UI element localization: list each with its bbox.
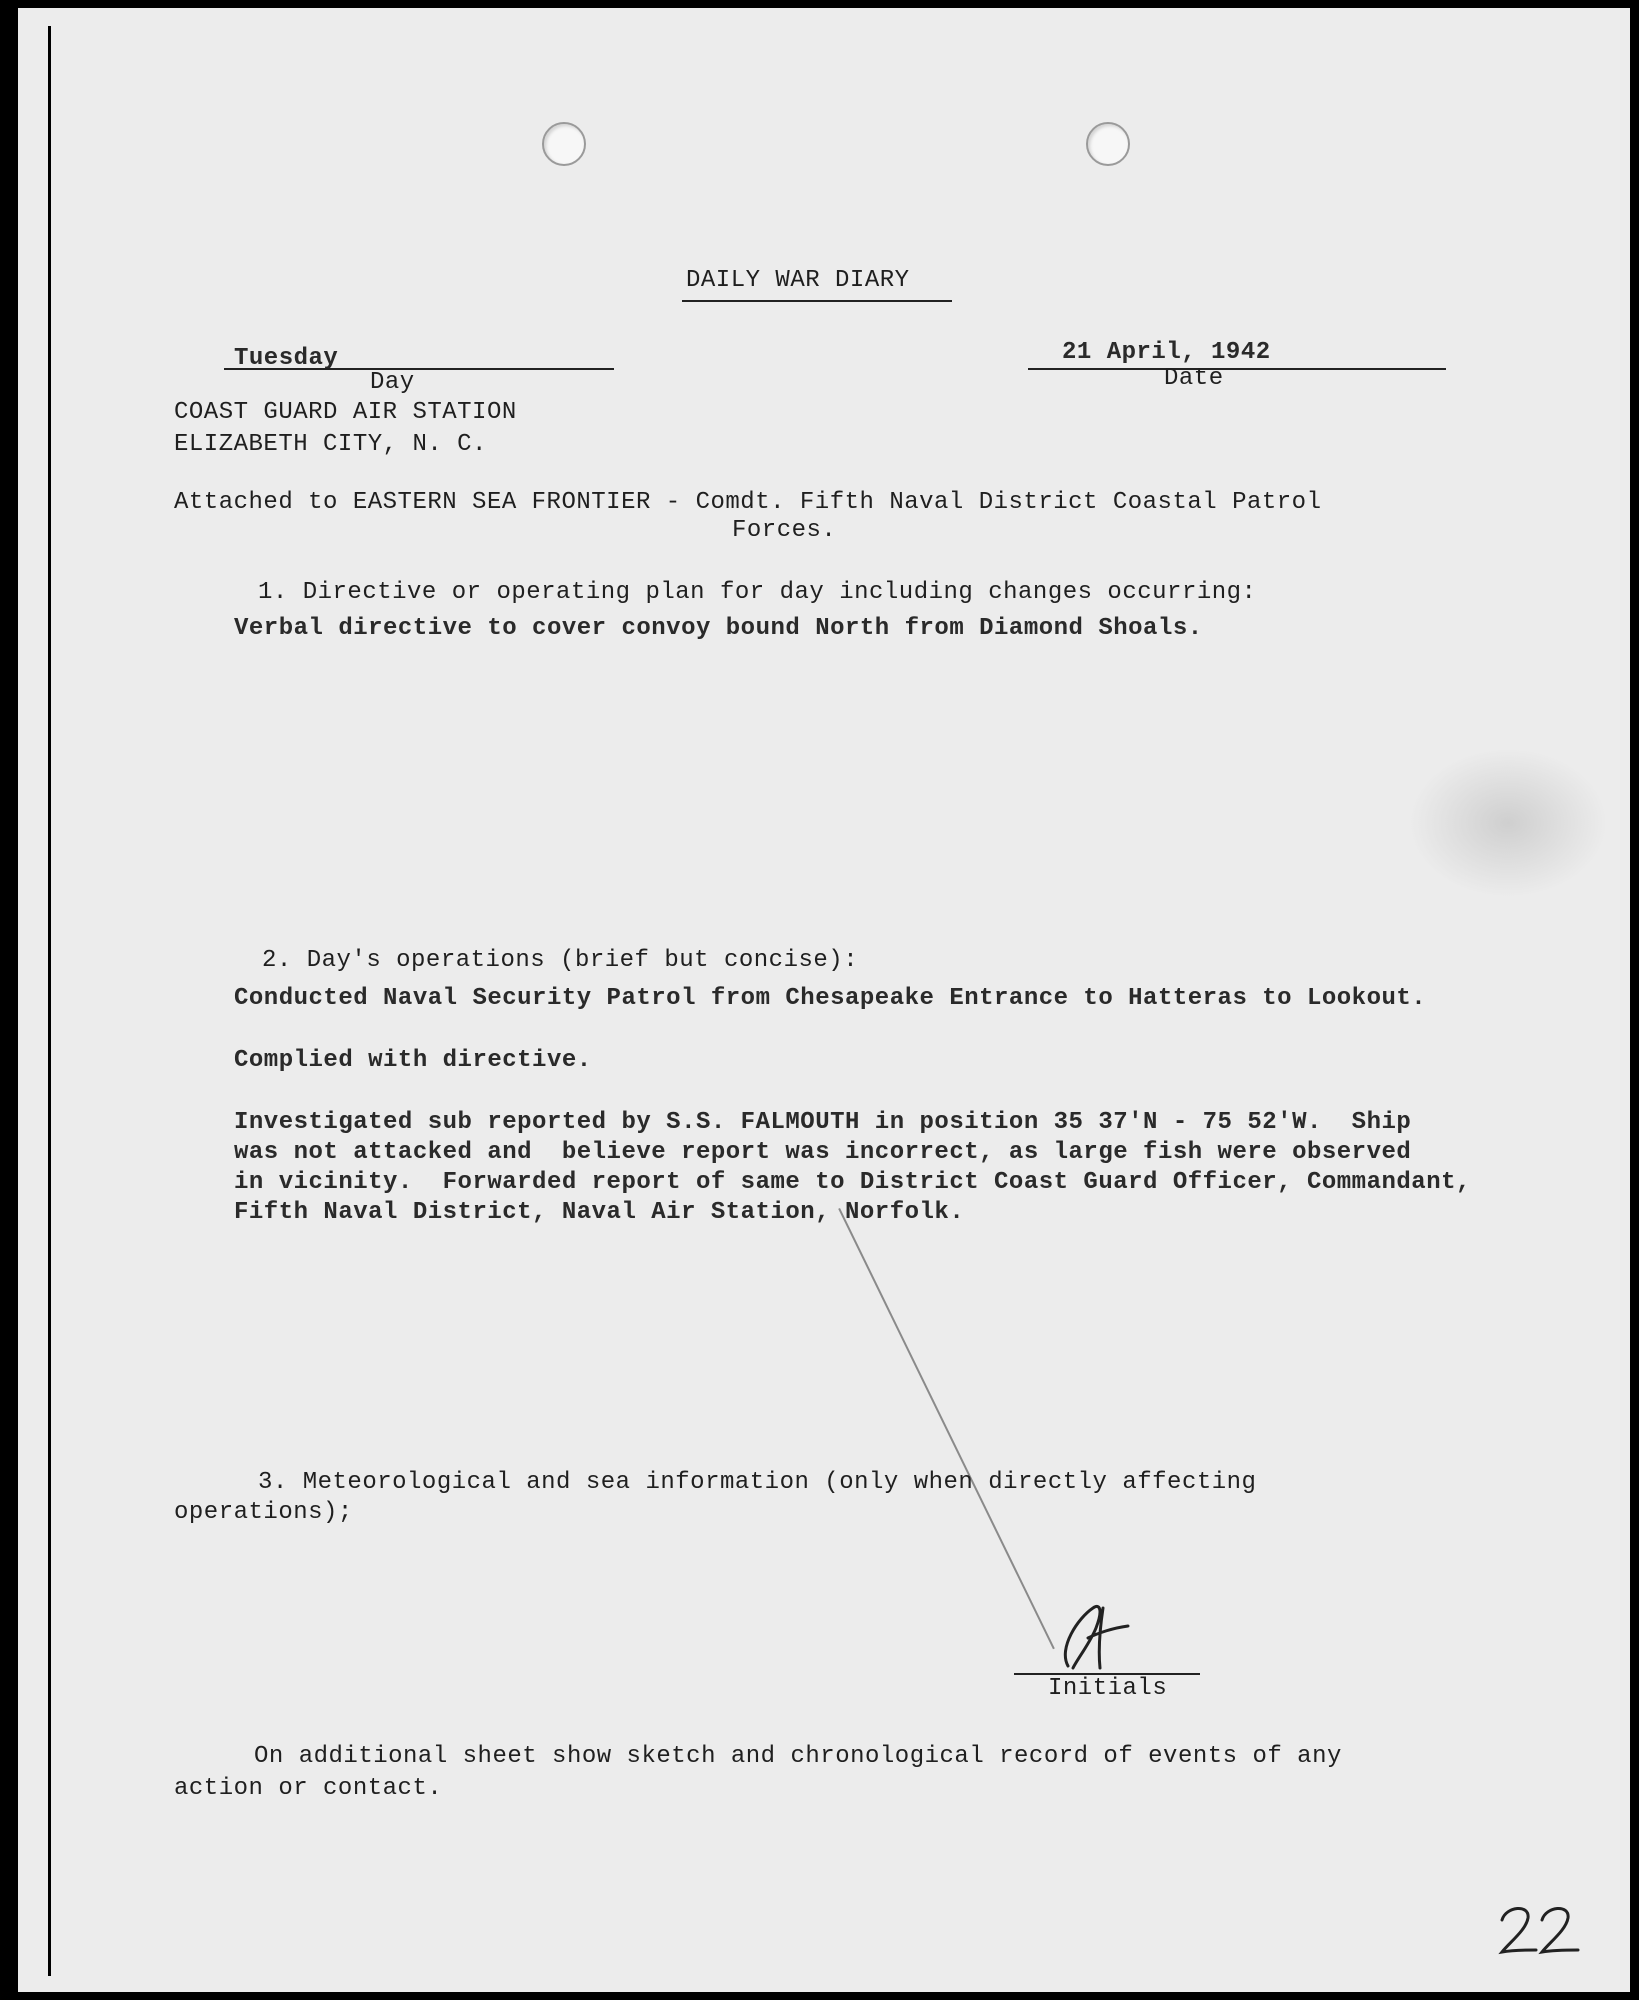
- day-rule: [224, 368, 614, 370]
- section-3-heading-line-1: 3. Meteorological and sea information (only when directly affecting: [258, 1469, 1257, 1496]
- section-2-line-5: in vicinity. Forwarded report of same to District Coast Guard Officer, Commandant,: [234, 1169, 1471, 1196]
- pencil-stroke: [838, 1208, 1055, 1649]
- attached-line-2: Forces.: [732, 517, 837, 544]
- station-name: COAST GUARD AIR STATION: [174, 399, 517, 426]
- date-value: 21 April, 1942: [1062, 339, 1271, 366]
- section-2-line-3: Investigated sub reported by S.S. FALMOUTH in position 35 37'N - 75 52'W. Ship: [234, 1109, 1412, 1136]
- document-page: [18, 8, 1630, 1992]
- handwritten-initials-signature: [1048, 1598, 1138, 1678]
- section-2-line-2: Complied with directive.: [234, 1047, 592, 1074]
- footer-note-line-2: action or contact.: [174, 1775, 443, 1802]
- section-2-line-6: Fifth Naval District, Naval Air Station, Norfolk.: [234, 1199, 965, 1226]
- section-2-heading: 2. Day's operations (brief but concise):: [262, 947, 859, 974]
- section-1-body: Verbal directive to cover convoy bound North from Diamond Shoals.: [234, 615, 1203, 642]
- section-3-heading-line-2: operations);: [174, 1499, 353, 1526]
- punch-hole-right: [1086, 122, 1130, 166]
- footer-note-line-1: On additional sheet show sketch and chronological record of events of any: [254, 1743, 1342, 1770]
- handwritten-page-number: [1496, 1898, 1586, 1958]
- document-title: DAILY WAR DIARY: [686, 267, 910, 294]
- station-location: ELIZABETH CITY, N. C.: [174, 431, 487, 458]
- section-2-line-4: was not attacked and believe report was incorrect, as large fish were observed: [234, 1139, 1412, 1166]
- date-rule: [1028, 368, 1446, 370]
- section-2-line-1: Conducted Naval Security Patrol from Chesapeake Entrance to Hatteras to Lookout.: [234, 985, 1427, 1012]
- day-value: Tuesday: [234, 345, 339, 372]
- day-label: Day: [370, 369, 415, 396]
- initials-label: Initials: [1048, 1675, 1168, 1702]
- punch-hole-left: [542, 122, 586, 166]
- page-edge: [48, 26, 54, 1976]
- date-label: Date: [1164, 365, 1224, 392]
- smudge-mark: [1408, 748, 1608, 898]
- title-underline: [682, 300, 952, 302]
- attached-line-1: Attached to EASTERN SEA FRONTIER - Comdt. Fifth Naval District Coastal Patrol: [174, 489, 1322, 516]
- section-1-heading: 1. Directive or operating plan for day including changes occurring:: [258, 579, 1257, 606]
